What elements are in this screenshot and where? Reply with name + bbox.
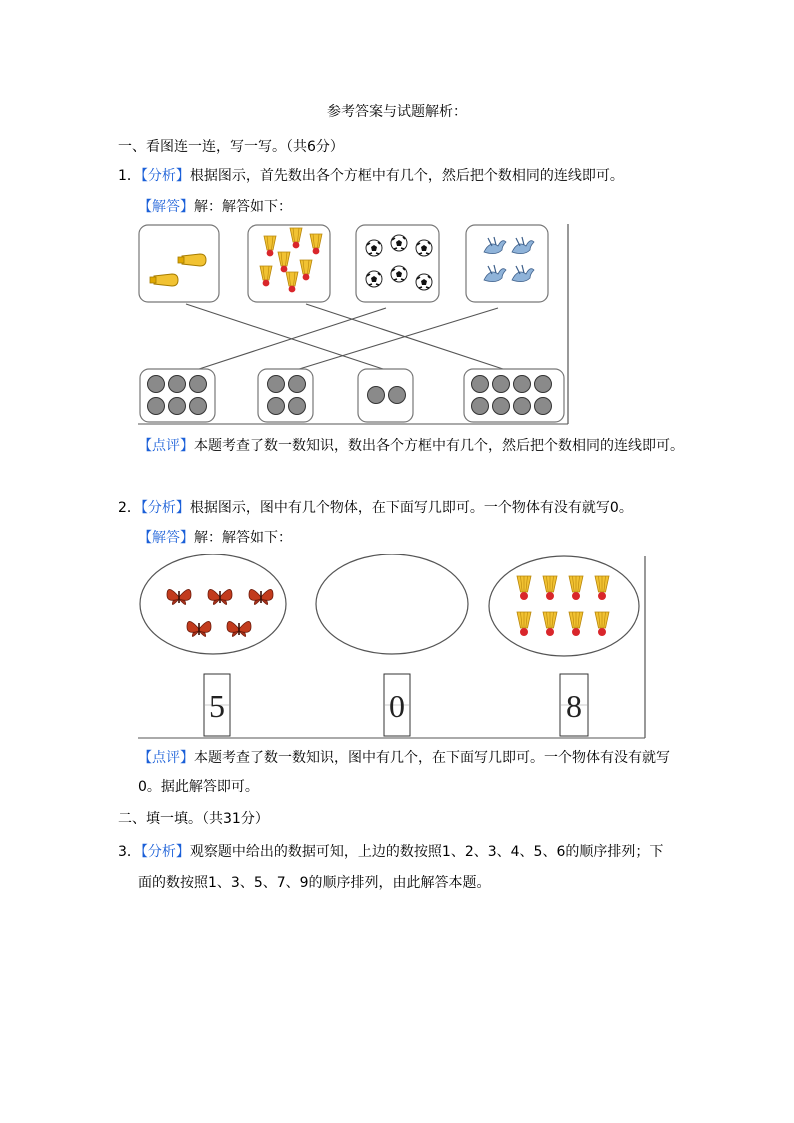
number-card-1 — [204, 674, 230, 736]
oval-butterflies — [140, 554, 286, 654]
soccer-ball-icon — [416, 274, 432, 290]
q3-analysis-line-2: 面的数按照1、3、5、7、9的顺序排列，由此解答本题。 — [138, 875, 491, 891]
q1-answer-text: 解：解答如下： — [194, 199, 292, 215]
q3-analysis-text-1: 观察题中给出的数据可知，上边的数按照1、2、3、4、5、6的顺序排列；下 — [189, 844, 664, 860]
q1-comment-tag: 【点评】 — [138, 438, 194, 454]
q2-answer-text: 解：解答如下： — [194, 530, 292, 546]
q2-comment — [138, 748, 670, 768]
q2-comment-tag: 【点评】 — [138, 750, 194, 766]
number-card-value: 5 — [209, 688, 225, 724]
top-box-shuttlecocks — [248, 225, 330, 302]
q2-analysis — [118, 498, 633, 518]
top-box-whistles — [139, 225, 219, 302]
bottom-box-four-dots — [258, 369, 313, 422]
soccer-ball-icon — [416, 240, 432, 256]
q1-analysis — [118, 166, 624, 186]
counting-figure — [136, 554, 648, 740]
q1-answer-tag: 【解答】 — [138, 199, 194, 215]
number-card-value: 0 — [389, 688, 405, 724]
soccer-ball-icon — [391, 266, 407, 282]
q1-analysis-tag: 【分析】 — [140, 168, 190, 184]
whistle-icon — [150, 274, 178, 286]
q2-answer-tag: 【解答】 — [138, 530, 194, 546]
matching-figure — [136, 222, 572, 426]
matching-lines — [186, 304, 506, 370]
q2-analysis-text: 根据图示，图中有几个物体，在下面写几即可。一个物体有没有就写0。 — [189, 500, 633, 516]
bottom-box-eight-dots — [464, 369, 564, 422]
number-card-3 — [560, 674, 588, 736]
q2-answer — [138, 528, 292, 548]
q2-number: 2． — [118, 500, 141, 516]
oval-empty — [316, 554, 468, 654]
soccer-ball-icon — [391, 235, 407, 251]
oval-shuttlecocks — [489, 556, 639, 656]
q3-analysis — [118, 842, 663, 862]
q1-number: 1． — [118, 168, 141, 184]
section-heading-2: 二、填一填。（共31分） — [118, 811, 269, 827]
soccer-ball-icon — [366, 271, 382, 287]
top-box-soccer-balls — [356, 225, 439, 302]
whistle-icon — [178, 254, 206, 266]
top-box-birds — [466, 225, 548, 302]
q2-comment-line-2: 0。据此解答即可。 — [138, 779, 259, 795]
page-title: 参考答案与试题解析： — [327, 104, 467, 120]
q1-comment — [138, 436, 684, 456]
q2-comment-text-1: 本题考查了数一数知识，图中有几个，在下面写几即可。一个物体有没有就写 — [194, 750, 670, 766]
bottom-box-six-dots — [140, 369, 215, 422]
q1-analysis-text: 根据图示，首先数出各个方框中有几个，然后把个数相同的连线即可。 — [189, 168, 624, 184]
soccer-ball-icon — [366, 240, 382, 256]
q1-answer — [138, 197, 292, 217]
number-card-2 — [384, 674, 410, 736]
q3-analysis-tag: 【分析】 — [140, 844, 190, 860]
number-card-value: 8 — [566, 688, 582, 724]
q2-analysis-tag: 【分析】 — [140, 500, 190, 516]
q1-comment-text: 本题考查了数一数知识，数出各个方框中有几个，然后把个数相同的连线即可。 — [194, 438, 684, 454]
q3-number: 3． — [118, 844, 141, 860]
section-heading-1: 一、看图连一连，写一写。（共6分） — [118, 139, 344, 155]
bottom-box-two-dots — [358, 369, 413, 422]
